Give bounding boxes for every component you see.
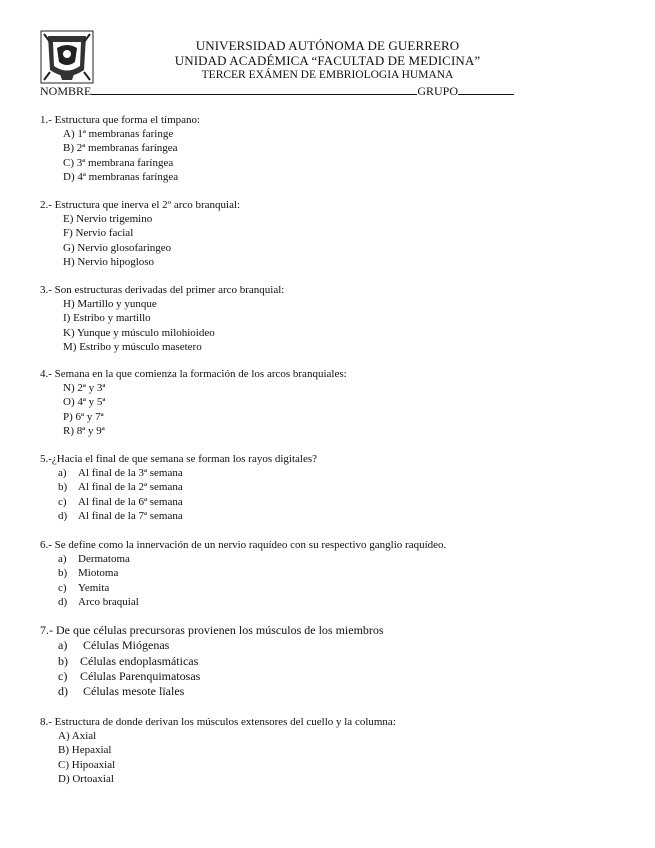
question-1 bbox=[40, 113, 200, 184]
answer-option[interactable]: N) 2ª y 3ª bbox=[63, 382, 106, 395]
answer-option[interactable] bbox=[40, 495, 317, 509]
answer-option[interactable] bbox=[40, 466, 317, 480]
answer-option[interactable] bbox=[40, 566, 446, 580]
answer-option[interactable]: P) 6ª y 7ª bbox=[63, 410, 104, 423]
answer-option[interactable] bbox=[40, 595, 446, 609]
option-text: Yemita bbox=[78, 581, 110, 594]
answer-option[interactable] bbox=[40, 480, 317, 494]
answer-option[interactable]: H) Nervio hipogloso bbox=[63, 255, 155, 268]
question-6 bbox=[40, 538, 446, 609]
answer-option[interactable]: H) Martillo y yunque bbox=[63, 298, 157, 311]
exam-title: TERCER EXÁMEN DE EMBRIOLOGIA HUMANA bbox=[201, 69, 454, 81]
option-marker: a) bbox=[58, 553, 67, 566]
answer-option[interactable]: F) Nervio facial bbox=[63, 227, 134, 240]
option-marker: c) bbox=[58, 668, 68, 683]
option-text: Miotoma bbox=[78, 567, 119, 580]
option-marker: d) bbox=[58, 595, 68, 608]
answer-option[interactable]: I) Estribo y martillo bbox=[63, 312, 151, 325]
option-text: Al final de la 3ª semana bbox=[78, 467, 183, 480]
question-stem: 5.-¿Hacia el final de que semana se forman los rayos digitales? bbox=[40, 453, 318, 465]
university-name: UNIVERSIDAD AUTÓNOMA DE GUERRERO bbox=[195, 38, 460, 53]
question-3 bbox=[40, 283, 284, 354]
answer-option[interactable]: M) Estribo y músculo masetero bbox=[63, 340, 202, 353]
answer-option[interactable]: R) 8ª y 9ª bbox=[63, 424, 105, 437]
option-text: Al final de la 7ª semana bbox=[78, 509, 183, 522]
answer-option[interactable] bbox=[40, 654, 384, 669]
answer-option[interactable]: A) Axial bbox=[58, 730, 97, 743]
answer-option[interactable]: D) 4ª membranas faríngea bbox=[63, 170, 179, 183]
answer-option[interactable]: C) 3ª membrana faríngea bbox=[63, 156, 174, 169]
question-stem: 2.- Estructura que inerva el 2º arco branquial: bbox=[40, 199, 241, 211]
answer-option[interactable]: G) Nervio glosofaringeo bbox=[63, 241, 172, 254]
option-marker: a) bbox=[58, 638, 68, 653]
question-8 bbox=[40, 715, 396, 786]
answer-option[interactable] bbox=[40, 509, 317, 523]
answer-option[interactable]: A) 1ª membranas faringe bbox=[63, 128, 174, 141]
option-text: Células mesote lïales bbox=[80, 684, 185, 699]
answer-option[interactable]: K) Yunque y músculo milohioideo bbox=[63, 326, 215, 339]
question-stem: 8.- Estructura de donde derivan los músculos extensores del cuello y la columna: bbox=[40, 716, 396, 728]
university-seal-icon bbox=[40, 30, 94, 84]
answer-option[interactable] bbox=[40, 669, 384, 684]
answer-option[interactable] bbox=[40, 684, 384, 699]
answer-option[interactable] bbox=[40, 638, 384, 653]
question-stem: 6.- Se define como la innervación de un nervio raquídeo con su respectivo ganglio raquídeo. bbox=[40, 539, 447, 551]
question-7 bbox=[40, 623, 384, 699]
answer-option[interactable] bbox=[40, 552, 446, 566]
option-marker: c) bbox=[58, 581, 67, 594]
option-text: Células Parenquimatosas bbox=[80, 668, 201, 683]
option-text: Células endoplasmáticas bbox=[80, 653, 199, 668]
option-marker: a) bbox=[58, 467, 67, 480]
option-marker: c) bbox=[58, 495, 67, 508]
answer-option[interactable]: D) Ortoaxial bbox=[58, 772, 114, 785]
option-marker: b) bbox=[58, 567, 68, 580]
option-text: Al final de la 2ª semana bbox=[78, 481, 183, 494]
name-group-line bbox=[40, 84, 514, 99]
group-field[interactable] bbox=[458, 84, 514, 95]
question-2 bbox=[40, 198, 240, 269]
option-text: Arco braquial bbox=[78, 595, 139, 608]
question-5 bbox=[40, 452, 317, 523]
option-marker: d) bbox=[58, 684, 68, 699]
answer-option[interactable] bbox=[40, 581, 446, 595]
question-stem: 4.- Semana en la que comienza la formación de los arcos branquiales: bbox=[40, 368, 347, 380]
name-label: NOMBRE bbox=[40, 84, 92, 98]
question-stem: 3.- Son estructuras derivadas del primer arco branquial: bbox=[40, 284, 285, 296]
question-stem: 7.- De que células precursoras provienen los músculos de los miembros bbox=[40, 623, 384, 637]
option-marker: d) bbox=[58, 509, 68, 522]
answer-option[interactable]: E) Nervio trigemino bbox=[63, 213, 153, 226]
name-field[interactable] bbox=[91, 84, 417, 95]
option-text: Al final de la 6ª semana bbox=[78, 495, 183, 508]
option-text: Dermatoma bbox=[78, 553, 130, 566]
faculty-name: UNIDAD ACADÉMICA “FACULTAD DE MEDICINA” bbox=[174, 53, 481, 68]
answer-option[interactable]: O) 4ª y 5ª bbox=[63, 396, 106, 409]
answer-option[interactable]: C) Hipoaxial bbox=[58, 758, 116, 771]
option-marker: b) bbox=[58, 653, 68, 668]
option-text: Células Miógenas bbox=[80, 638, 170, 653]
exam-header bbox=[100, 38, 555, 82]
question-stem: 1.- Estructura que forma el tímpano: bbox=[40, 114, 201, 126]
option-marker: b) bbox=[58, 481, 68, 494]
answer-option[interactable]: B) 2ª membranas faríngea bbox=[63, 142, 178, 155]
group-label: GRUPO bbox=[417, 84, 459, 98]
answer-option[interactable]: B) Hepaxial bbox=[58, 744, 112, 757]
question-4 bbox=[40, 367, 347, 438]
